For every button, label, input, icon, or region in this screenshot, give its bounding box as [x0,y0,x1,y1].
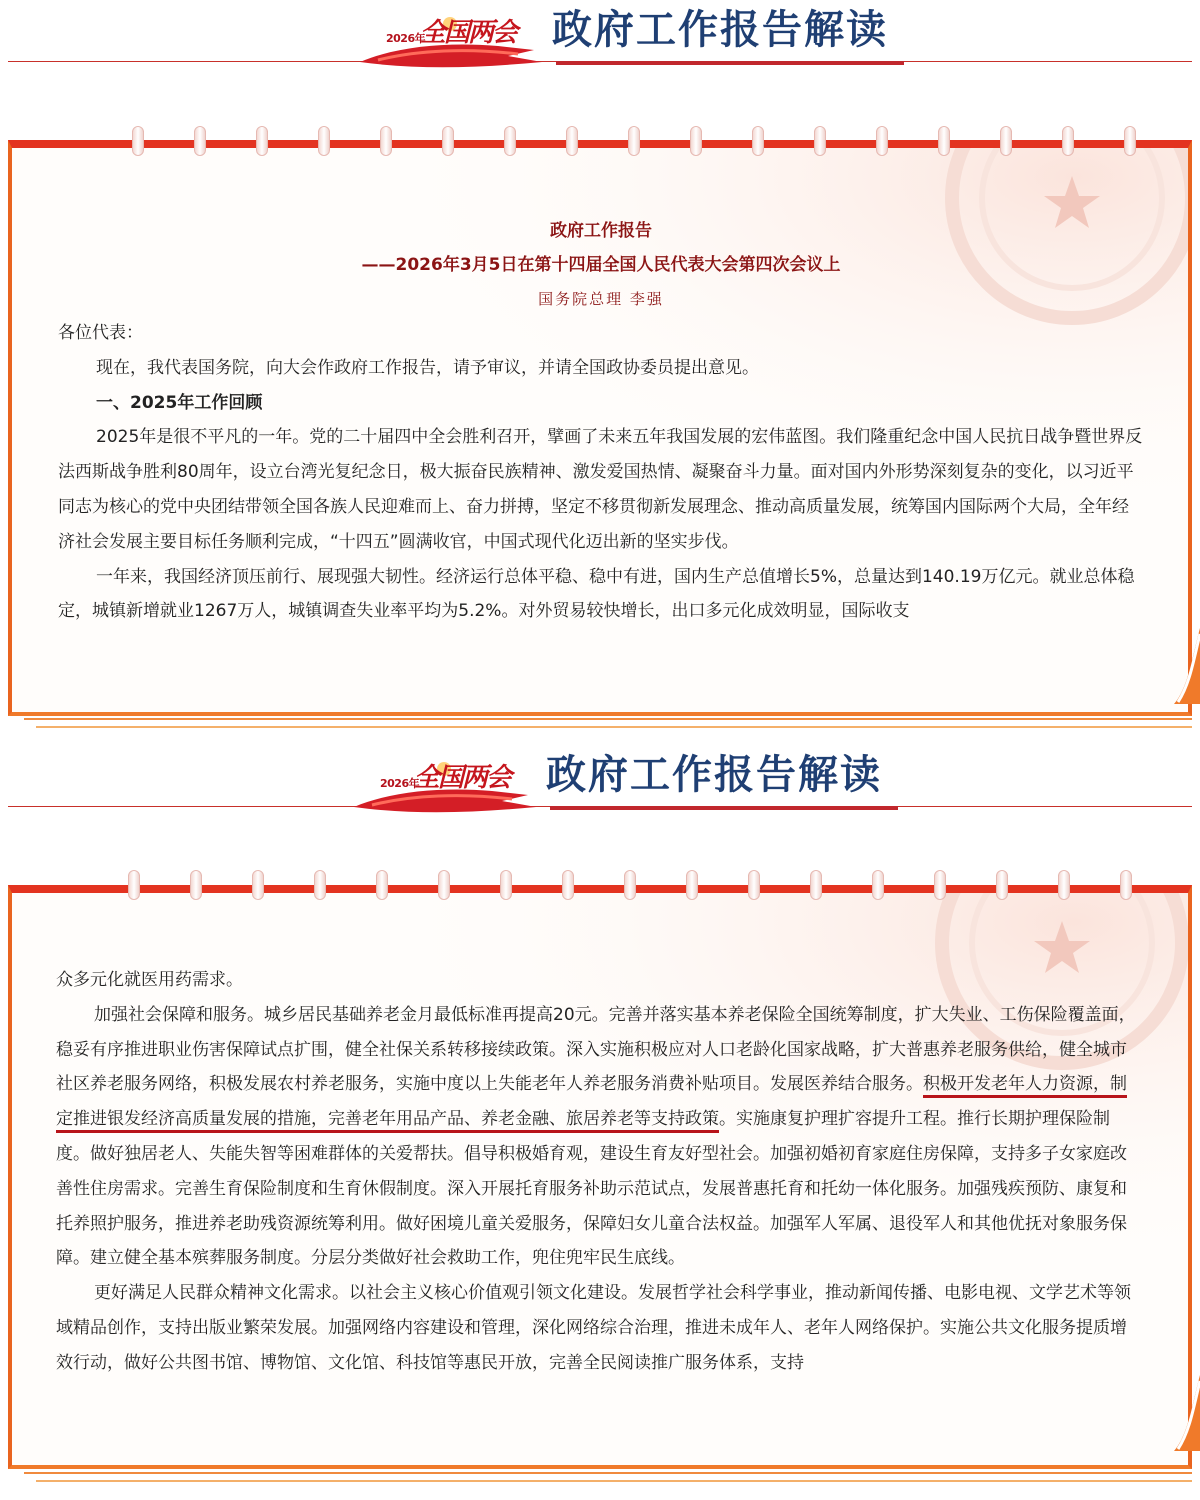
binder-ring [256,126,268,156]
binder-ring [128,870,140,900]
binder-ring [314,870,326,900]
binder-ring [500,870,512,900]
binder-ring [132,126,144,156]
binder-ring [748,870,760,900]
section-1 [0,0,1200,745]
header-title: 政府工作报告解读 [552,6,888,53]
report-title: 政府工作报告 [550,221,652,241]
section-2 [0,745,1200,1500]
highlighted-text: 积极开发老年人力资源，制定推进银发经济高质量发展的措施，完善老年用品产品、养老金融、旅居养老等支持政策 [56,1074,1127,1133]
binder-ring [996,870,1008,900]
binder-ring [190,870,202,900]
report-text [58,214,1144,629]
report-author: 国务院总理 李强 [538,290,664,308]
intro-paragraph: 现在，我代表国务院，向大会作政府工作报告，请予审议，并请全国政协委员提出意见。 [96,357,759,378]
binder-ring [1062,126,1074,156]
binder-ring [566,126,578,156]
binder-ring [752,126,764,156]
logo-text: 全国两会 [414,763,511,793]
binder-ring [252,870,264,900]
binder-ring [438,870,450,900]
binder-ring [814,126,826,156]
binder-ring [442,126,454,156]
binder-ring [628,126,640,156]
paragraph: 更好满足人民群众精神文化需求。以社会主义核心价值观引领文化建设。发展哲学社会科学事业，推动新闻传播、电影电视、文学艺术等领域精品创作，支持出版业繁荣发展。加强网络内容建设和管理，深化网络综合治理，推进未成年人、老年人网络保护。实施公共文化服务提质增效行动，做好公共图书馆、博物馆、文化馆、科技馆等惠民开放，完善全民阅读推广服务体系，支持 [56,1283,1131,1373]
logo-text: 全国两会 [420,18,517,48]
paragraph-text: 。实施康复护理扩容提升工程。推行长期护理保险制度。做好独居老人、失能失智等困难群体的关爱帮扶。倡导积极婚育观，建设生育友好型社会。加强初婚初育家庭住房保障，支持多子女家庭改善性住房需求。完善生育保险制度和生育休假制度。深入开展托育服务补助示范试点，发展普惠托育和托幼一体化服务。加强残疾预防、康复和托养照护服务，推进养老助残资源统筹利用。做好困境儿童关爱服务，保障妇女儿童合法权益。加强军人军属、退役军人和其他优抚对象服务保障。建立健全基本殡葬服务制度。分层分类做好社会救助工作，兜住兜牢民生底线。 [56,1109,1127,1269]
binder-ring [876,126,888,156]
binder-ring [686,870,698,900]
logo-year: 2026年 [386,32,426,45]
binder-ring [810,870,822,900]
binder-ring [504,126,516,156]
binder-ring [1058,870,1070,900]
binder-ring [376,870,388,900]
section-heading: 一、2025年工作回顾 [96,392,263,413]
paragraph: 一年来，我国经济顶压前行、展现强大韧性。经济运行总体平稳、稳中有进，国内生产总值增长5%，总量达到140.19万亿元。就业总体稳定，城镇新增就业1267万人，城镇调查失业率平均为5.2%。对外贸易较快增长，出口多元化成效明显，国际收支 [58,566,1135,622]
page-curl [1174,1375,1200,1451]
title-underline [556,61,904,65]
logo-year: 2026年 [380,777,420,790]
paragraph-text: 加强社会保障和服务。城乡居民基础养老金月最低标准再提高20元。完善并落实基本养老保险全国统筹制度，扩大失业、工伤保险覆盖面，稳妥有序推进职业伤害保障试点扩围，健全社保关系转移接续政策。深入实施积极应对人口老龄化国家战略，扩大普惠养老服务供给，健全城市社区养老服务网络，积极发展农村养老服务，实施中度以上失能老年人养老服务消费补贴项目。发展医养结合服务。 [56,1004,1136,1095]
binder-ring [690,126,702,156]
paragraph-continuation: 众多元化就医用药需求。 [56,970,243,990]
binder-ring [938,126,950,156]
salutation: 各位代表： [58,323,143,343]
binder-rings [0,870,1200,900]
binder-ring [194,126,206,156]
page-header [0,0,1200,72]
binder-ring [1120,870,1132,900]
binder-ring [624,870,636,900]
binder-ring [1000,126,1012,156]
binder-ring [1124,126,1136,156]
binder-ring [934,870,946,900]
binder-ring [872,870,884,900]
header-title: 政府工作报告解读 [546,751,882,798]
binder-ring [562,870,574,900]
paragraph: 2025年是很不平凡的一年。党的二十届四中全会胜利召开，擘画了未来五年我国发展的宏伟蓝图。我们隆重纪念中国人民抗日战争暨世界反法西斯战争胜利80周年，设立台湾光复纪念日，极大振奋民族精神、激发爱国热情、凝聚奋斗力量。面对国内外形势深刻复杂的变化，以习近平同志为核心的党中央团结带领全国各族人民迎难而上、奋力拼搏，坚定不移贯彻新发展理念、推动高质量发展，统筹国内国际两个大局，全年经济社会发展主要目标任务顺利完成，“十四五”圆满收官，中国式现代化迈出新的坚实步伐。 [58,427,1143,552]
report-subtitle: ——2026年3月5日在第十四届全国人民代表大会第四次会议上 [361,255,841,275]
binder-ring [380,126,392,156]
title-underline [550,806,898,810]
binder-rings [0,126,1200,156]
page-header [0,745,1200,817]
binder-ring [318,126,330,156]
page-curl [1174,628,1200,704]
report-text [56,963,1142,1381]
paragraph [56,998,1142,1276]
